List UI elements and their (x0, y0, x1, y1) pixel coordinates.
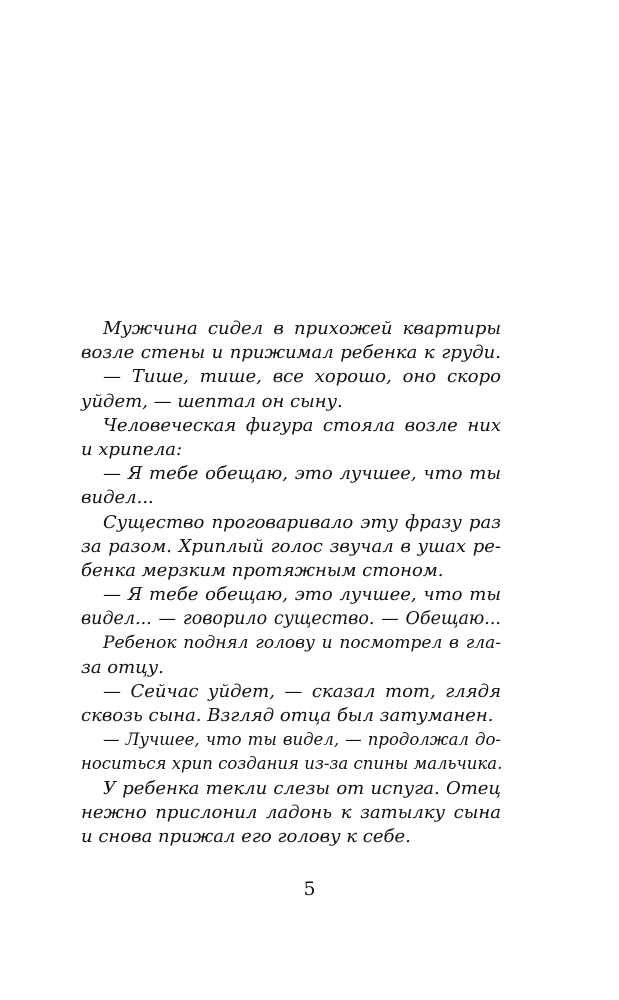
text-line: — Тише, тише, все хорошо, оно скоро (103, 366, 501, 388)
text-line: возле стены и прижимал ребенка к груди. (81, 342, 501, 364)
text-line: Мужчина сидел в прихожей квартиры (103, 318, 501, 339)
text-line: носиться хрип создания из-за спины мальчика. (81, 754, 503, 774)
text-line: — Сейчас уйдет, — сказал тот, глядя (103, 680, 501, 702)
text-line: и хрипела: (81, 438, 183, 460)
text-line: сквозь сына. Взгляд отца был затуманен. (81, 705, 494, 726)
text-line: уйдет, — шептал он сыну. (81, 390, 343, 412)
body-text (81, 317, 501, 849)
text-line: нежно прислонил ладонь к затылку сына (81, 801, 501, 823)
text-line: и снова прижал его голову к себе. (81, 825, 411, 847)
text-line: за разом. Хриплый голос звучал в ушах ре- (81, 535, 501, 557)
text-line: за отцу. (81, 656, 164, 678)
text-line: бенка мерзким протяжным стоном. (81, 559, 444, 581)
text-line: — Лучшее, что ты видел, — продолжал до- (103, 730, 501, 750)
text-line: Существо проговаривало эту фразу раз (103, 511, 501, 533)
text-line: Ребенок поднял голову и посмотрел в гла- (103, 633, 501, 654)
text-line: видел... (81, 487, 154, 509)
text-line: У ребенка текли слезы от испуга. Отец (103, 777, 501, 799)
text-line: — Я тебе обещаю, это лучшее, что ты (103, 584, 501, 606)
text-line: Человеческая фигура стояла возле них (103, 414, 501, 436)
text-line: — Я тебе обещаю, это лучшее, что ты (103, 463, 501, 485)
text-line: видел... — говорило существо. — Обещаю... (81, 609, 501, 630)
page-number: 5 (303, 878, 316, 900)
